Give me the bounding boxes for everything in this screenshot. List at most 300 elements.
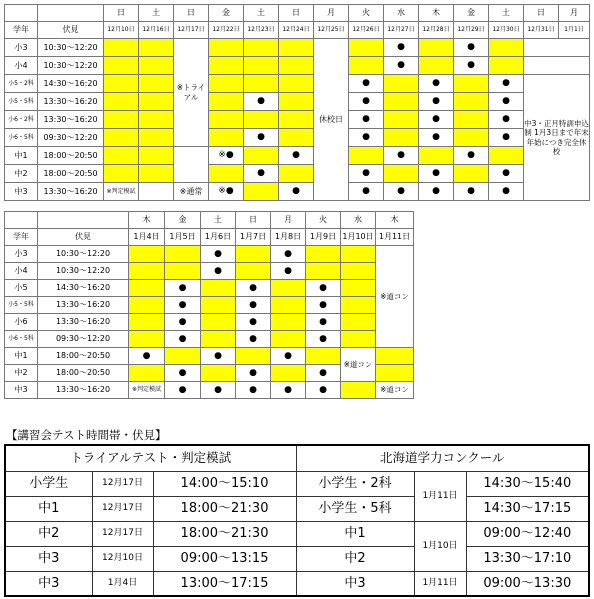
test-dot: ● bbox=[384, 57, 419, 75]
date-header: 12月25日 bbox=[314, 22, 349, 39]
winter-schedule-table-december bbox=[4, 4, 590, 201]
blank-cell bbox=[38, 5, 104, 22]
table-row bbox=[5, 183, 590, 201]
time-cell: 09:00～12:40 bbox=[466, 521, 589, 546]
date-header: 12月10日 bbox=[104, 22, 139, 39]
weekday: 日 bbox=[104, 5, 139, 22]
class-day-cell bbox=[129, 365, 165, 382]
trial-test-header: トライアルテスト・判定模試 bbox=[5, 445, 296, 471]
time-cell: 09:00～13:30 bbox=[466, 571, 589, 596]
date-header: 1月6日 bbox=[201, 229, 236, 246]
class-day-cell bbox=[129, 280, 165, 297]
class-day-cell bbox=[201, 365, 236, 382]
time-cell: 13:30～16:20 bbox=[38, 382, 129, 399]
class-day-cell bbox=[376, 365, 414, 382]
test-dot: ● bbox=[244, 165, 279, 183]
class-day-cell bbox=[244, 39, 279, 57]
table-row bbox=[5, 571, 589, 596]
time-cell: 09:30～12:20 bbox=[38, 331, 129, 348]
date-header: 1月7日 bbox=[236, 229, 271, 246]
test-dot: ● bbox=[349, 183, 384, 201]
class-day-cell bbox=[341, 297, 376, 314]
grade-cell: 中2 bbox=[296, 546, 414, 571]
grade-cell: 小6・5科 bbox=[5, 129, 38, 147]
test-dot: ● bbox=[165, 382, 201, 399]
test-dot: ● bbox=[271, 263, 306, 280]
weekday: 金 bbox=[454, 5, 489, 22]
test-dot: ● bbox=[349, 93, 384, 111]
class-day-cell bbox=[139, 129, 174, 147]
class-day-cell bbox=[209, 165, 244, 183]
time-cell: 18:00～20:50 bbox=[38, 365, 129, 382]
class-day-cell bbox=[104, 147, 139, 165]
class-day-cell bbox=[201, 331, 236, 348]
test-dot: ● bbox=[236, 280, 271, 297]
weekday-row bbox=[5, 212, 414, 229]
class-day-cell bbox=[129, 331, 165, 348]
class-day-cell bbox=[104, 165, 139, 183]
class-day-cell bbox=[306, 263, 341, 280]
test-dot: ● bbox=[306, 331, 341, 348]
class-day-cell bbox=[341, 263, 376, 280]
class-day-cell bbox=[271, 297, 306, 314]
grade-cell: 中2 bbox=[5, 521, 92, 546]
class-day-cell bbox=[279, 93, 314, 111]
table-row bbox=[5, 382, 414, 399]
class-day-cell bbox=[104, 57, 139, 75]
test-dot: ● bbox=[236, 331, 271, 348]
time-cell: 14:30～16:20 bbox=[38, 75, 104, 93]
test-dot: ● bbox=[244, 129, 279, 147]
weekday: 木 bbox=[129, 212, 165, 229]
grade-cell: 中3 bbox=[5, 183, 38, 201]
date-cell: 1月4日 bbox=[92, 571, 153, 596]
test-dot: ● bbox=[384, 147, 419, 165]
grade-cell: 小3 bbox=[5, 39, 38, 57]
time-cell: 14:30～17:15 bbox=[466, 496, 589, 521]
test-dot: ● bbox=[489, 183, 524, 201]
test-dot: ● bbox=[201, 263, 236, 280]
class-day-cell bbox=[129, 246, 165, 263]
table-row bbox=[5, 57, 590, 75]
grade-cell: 中1 bbox=[5, 348, 38, 365]
time-cell: 10:30～12:20 bbox=[38, 263, 129, 280]
test-dot: ● bbox=[129, 348, 165, 365]
date-cell: 1月10日 bbox=[414, 521, 466, 571]
class-day-cell bbox=[139, 93, 174, 111]
docon-note-cell: ※道コン bbox=[376, 246, 414, 348]
class-day-cell bbox=[349, 147, 384, 165]
test-dot: ※● bbox=[209, 147, 244, 165]
date-cell: 12月17日 bbox=[92, 471, 153, 496]
class-day-cell bbox=[384, 93, 419, 111]
class-day-cell bbox=[279, 39, 314, 57]
test-dot: ※● bbox=[209, 183, 244, 201]
grade-cell: 小5・5科 bbox=[5, 93, 38, 111]
grade-cell: 小5 bbox=[5, 280, 38, 297]
weekday-row bbox=[5, 5, 590, 22]
weekday: 木 bbox=[376, 212, 414, 229]
weekday: 水 bbox=[384, 5, 419, 22]
hantei-note-cell: ※判定模試 bbox=[129, 382, 165, 399]
grade-cell: 中1 bbox=[296, 521, 414, 546]
test-dot: ● bbox=[454, 39, 489, 57]
blank-cell bbox=[174, 147, 209, 183]
class-day-cell bbox=[489, 147, 524, 165]
grade-cell: 小4 bbox=[5, 57, 38, 75]
class-day-cell bbox=[129, 263, 165, 280]
date-header: 12月16日 bbox=[139, 22, 174, 39]
docon-note-cell: ※道コン bbox=[376, 382, 414, 399]
weekday: 月 bbox=[271, 212, 306, 229]
table-row bbox=[5, 111, 590, 129]
header-grade: 学年 bbox=[5, 22, 38, 39]
weekday: 金 bbox=[165, 212, 201, 229]
class-day-cell bbox=[454, 75, 489, 93]
class-day-cell bbox=[454, 129, 489, 147]
blank-cell bbox=[524, 39, 590, 57]
class-day-cell bbox=[201, 314, 236, 331]
header-grade: 学年 bbox=[5, 229, 38, 246]
test-dot: ● bbox=[165, 280, 201, 297]
grade-cell: 中3 bbox=[5, 546, 92, 571]
test-dot: ● bbox=[236, 297, 271, 314]
class-day-cell bbox=[306, 348, 341, 365]
class-day-cell bbox=[489, 39, 524, 57]
test-time-table bbox=[4, 444, 590, 597]
time-cell: 18:00～20:50 bbox=[38, 165, 104, 183]
grade-cell: 小5・2科 bbox=[5, 75, 38, 93]
table-row bbox=[5, 496, 589, 521]
time-cell: 10:30～12:20 bbox=[38, 57, 104, 75]
class-day-cell bbox=[376, 348, 414, 365]
grade-cell: 小3 bbox=[5, 246, 38, 263]
class-day-cell bbox=[104, 129, 139, 147]
blank-cell bbox=[5, 5, 38, 22]
class-day-cell bbox=[244, 75, 279, 93]
grade-cell: 小学生・5科 bbox=[296, 496, 414, 521]
class-day-cell bbox=[349, 39, 384, 57]
date-header: 12月22日 bbox=[209, 22, 244, 39]
class-day-cell bbox=[139, 39, 174, 57]
class-day-cell bbox=[279, 75, 314, 93]
class-day-cell bbox=[139, 147, 174, 165]
date-header: 12月28日 bbox=[419, 22, 454, 39]
class-day-cell bbox=[341, 382, 376, 399]
test-dot: ● bbox=[349, 129, 384, 147]
test-dot: ● bbox=[419, 165, 454, 183]
test-dot: ● bbox=[165, 365, 201, 382]
time-cell: 18:00～20:50 bbox=[38, 348, 129, 365]
test-dot: ● bbox=[236, 365, 271, 382]
test-dot: ● bbox=[271, 382, 306, 399]
class-day-cell bbox=[244, 111, 279, 129]
class-day-cell bbox=[139, 111, 174, 129]
date-cell: 12月17日 bbox=[92, 521, 153, 546]
test-dot: ● bbox=[419, 129, 454, 147]
date-header: 12月27日 bbox=[384, 22, 419, 39]
winter-schedule-table-january bbox=[4, 211, 414, 399]
weekday: 日 bbox=[236, 212, 271, 229]
grade-cell: 小5・5科 bbox=[5, 297, 38, 314]
class-day-cell bbox=[271, 331, 306, 348]
time-cell: 18:00～21:30 bbox=[153, 521, 296, 546]
table-row bbox=[5, 331, 414, 348]
test-dot: ● bbox=[271, 348, 306, 365]
weekday: 日 bbox=[524, 5, 559, 22]
closed-day-cell: 休校日 bbox=[314, 39, 349, 201]
time-cell: 10:30～12:20 bbox=[38, 246, 129, 263]
class-day-cell bbox=[104, 75, 139, 93]
time-cell: 13:30～16:20 bbox=[38, 314, 129, 331]
test-dot: ● bbox=[236, 382, 271, 399]
class-day-cell bbox=[209, 75, 244, 93]
date-header: 1月11日 bbox=[376, 229, 414, 246]
date-header: 1月8日 bbox=[271, 229, 306, 246]
class-day-cell bbox=[341, 280, 376, 297]
test-dot: ● bbox=[419, 93, 454, 111]
table-row bbox=[5, 263, 414, 280]
test-dot: ● bbox=[489, 75, 524, 93]
table-row bbox=[5, 521, 589, 546]
date-header: 12月31日 bbox=[524, 22, 559, 39]
test-dot: ● bbox=[201, 348, 236, 365]
date-header: 1月4日 bbox=[129, 229, 165, 246]
test-dot: ● bbox=[489, 93, 524, 111]
test-dot: ● bbox=[201, 382, 236, 399]
test-dot: ● bbox=[201, 246, 236, 263]
time-cell: 18:00～21:30 bbox=[153, 496, 296, 521]
class-day-cell bbox=[104, 93, 139, 111]
weekday: 土 bbox=[139, 5, 174, 22]
class-day-cell bbox=[139, 57, 174, 75]
test-dot: ● bbox=[349, 75, 384, 93]
grade-cell: 小学生・2科 bbox=[296, 471, 414, 496]
time-cell: 14:30～15:40 bbox=[466, 471, 589, 496]
test-dot: ● bbox=[454, 147, 489, 165]
class-day-cell bbox=[454, 93, 489, 111]
grade-cell: 小6・2科 bbox=[5, 111, 38, 129]
class-day-cell bbox=[349, 57, 384, 75]
weekday: 土 bbox=[201, 212, 236, 229]
class-day-cell bbox=[209, 93, 244, 111]
table-row bbox=[5, 147, 590, 165]
class-day-cell bbox=[244, 147, 279, 165]
date-header: 12月24日 bbox=[279, 22, 314, 39]
class-day-cell bbox=[244, 57, 279, 75]
grade-cell: 中3 bbox=[5, 382, 38, 399]
time-cell: 13:30～16:20 bbox=[38, 111, 104, 129]
time-cell: 14:30～16:20 bbox=[38, 280, 129, 297]
test-dot: ● bbox=[454, 183, 489, 201]
test-dot: ● bbox=[306, 365, 341, 382]
test-dot: ● bbox=[165, 314, 201, 331]
hantei-note-cell: ※判定模試 bbox=[104, 183, 139, 201]
class-day-cell bbox=[236, 246, 271, 263]
time-cell: 09:00～13:15 bbox=[153, 546, 296, 571]
weekday: 火 bbox=[349, 5, 384, 22]
weekday: 日 bbox=[174, 5, 209, 22]
header-time: 伏見 bbox=[38, 229, 129, 246]
class-day-cell bbox=[341, 314, 376, 331]
date-header: 1月10日 bbox=[341, 229, 376, 246]
date-cell: 1月11日 bbox=[414, 571, 466, 596]
class-day-cell bbox=[139, 75, 174, 93]
test-dot: ● bbox=[306, 280, 341, 297]
time-cell: 18:00～20:50 bbox=[38, 147, 104, 165]
weekday: 火 bbox=[306, 212, 341, 229]
class-day-cell bbox=[236, 348, 271, 365]
table-row bbox=[5, 314, 414, 331]
class-day-cell bbox=[165, 246, 201, 263]
class-day-cell bbox=[209, 111, 244, 129]
class-day-cell bbox=[104, 39, 139, 57]
class-day-cell bbox=[129, 297, 165, 314]
time-cell: 09:30～12:20 bbox=[38, 129, 104, 147]
grade-cell: 小6 bbox=[5, 314, 38, 331]
class-day-cell bbox=[419, 147, 454, 165]
class-day-cell bbox=[279, 165, 314, 183]
class-day-cell bbox=[279, 111, 314, 129]
test-dot: ● bbox=[165, 297, 201, 314]
class-day-cell bbox=[139, 165, 174, 183]
class-day-cell bbox=[271, 314, 306, 331]
class-day-cell bbox=[129, 314, 165, 331]
class-day-cell bbox=[384, 129, 419, 147]
test-dot: ● bbox=[384, 39, 419, 57]
class-day-cell bbox=[209, 57, 244, 75]
date-header: 12月17日 bbox=[174, 22, 209, 39]
class-day-cell bbox=[201, 280, 236, 297]
grade-cell: 中2 bbox=[5, 165, 38, 183]
class-day-cell bbox=[306, 246, 341, 263]
grade-cell: 小4 bbox=[5, 263, 38, 280]
table-row bbox=[5, 280, 414, 297]
class-day-cell bbox=[384, 165, 419, 183]
class-day-cell bbox=[244, 183, 279, 201]
date-header: 12月23日 bbox=[244, 22, 279, 39]
weekday: 金 bbox=[209, 5, 244, 22]
class-day-cell bbox=[165, 263, 201, 280]
test-dot: ● bbox=[165, 331, 201, 348]
test-dot: ● bbox=[306, 314, 341, 331]
date-header: 12月26日 bbox=[349, 22, 384, 39]
test-dot: ● bbox=[419, 111, 454, 129]
grade-cell: 中3 bbox=[296, 571, 414, 596]
trial-note-cell: ※トライアル bbox=[174, 39, 209, 147]
weekday: 木 bbox=[419, 5, 454, 22]
weekday: 日 bbox=[279, 5, 314, 22]
date-header: 12月30日 bbox=[489, 22, 524, 39]
grade-cell: 中3 bbox=[5, 571, 92, 596]
date-cell: 12月17日 bbox=[92, 496, 153, 521]
test-dot: ● bbox=[489, 165, 524, 183]
time-cell: 10:30～12:20 bbox=[38, 39, 104, 57]
table-header-row bbox=[5, 445, 589, 471]
class-day-cell bbox=[104, 111, 139, 129]
table-row bbox=[5, 39, 590, 57]
time-cell: 13:30～16:20 bbox=[38, 297, 129, 314]
table-row bbox=[5, 471, 589, 496]
header-time: 伏見 bbox=[38, 22, 104, 39]
class-day-cell bbox=[341, 246, 376, 263]
class-day-cell bbox=[271, 365, 306, 382]
weekday: 水 bbox=[341, 212, 376, 229]
date-header: 1月5日 bbox=[165, 229, 201, 246]
blank-cell bbox=[5, 212, 38, 229]
class-day-cell bbox=[489, 57, 524, 75]
weekday: 月 bbox=[314, 5, 349, 22]
test-dot: ● bbox=[489, 111, 524, 129]
date-header: 1月1日 bbox=[559, 22, 590, 39]
time-cell: 13:00～17:15 bbox=[153, 571, 296, 596]
class-day-cell bbox=[279, 129, 314, 147]
test-dot: ● bbox=[236, 314, 271, 331]
class-day-cell bbox=[209, 39, 244, 57]
test-dot: ● bbox=[306, 297, 341, 314]
table-row bbox=[5, 546, 589, 571]
time-cell: 13:30～17:10 bbox=[466, 546, 589, 571]
date-cell: 12月10日 bbox=[92, 546, 153, 571]
time-cell: 13:30～16:20 bbox=[38, 93, 104, 111]
newyear-note-cell: 中3・正月特訓申込制 1月3日まで年末年始につき完全休校 bbox=[524, 75, 590, 201]
tsujo-note-cell: ※通常 bbox=[174, 183, 209, 201]
class-day-cell bbox=[341, 331, 376, 348]
blank-cell bbox=[139, 183, 174, 201]
test-dot: ● bbox=[419, 75, 454, 93]
date-header: 1月9日 bbox=[306, 229, 341, 246]
class-day-cell bbox=[454, 165, 489, 183]
test-schedule-title: 【講習会テスト時間帯・伏見】 bbox=[6, 428, 167, 442]
test-dot: ● bbox=[244, 93, 279, 111]
blank-cell bbox=[524, 57, 590, 75]
date-header: 12月29日 bbox=[454, 22, 489, 39]
table-row bbox=[5, 297, 414, 314]
class-day-cell bbox=[279, 57, 314, 75]
test-dot: ● bbox=[349, 165, 384, 183]
class-day-cell bbox=[384, 111, 419, 129]
test-dot: ● bbox=[279, 183, 314, 201]
test-dot: ● bbox=[349, 111, 384, 129]
class-day-cell bbox=[271, 280, 306, 297]
grade-cell: 中2 bbox=[5, 365, 38, 382]
docon-header: 北海道学力コンクール bbox=[296, 445, 589, 471]
test-dot: ● bbox=[279, 147, 314, 165]
table-row bbox=[5, 165, 590, 183]
grade-cell: 中1 bbox=[5, 147, 38, 165]
class-day-cell bbox=[419, 57, 454, 75]
weekday: 土 bbox=[489, 5, 524, 22]
table-row bbox=[5, 246, 414, 263]
table-row bbox=[5, 75, 590, 93]
test-dot: ● bbox=[306, 382, 341, 399]
grade-cell: 小学生 bbox=[5, 471, 92, 496]
class-day-cell bbox=[419, 39, 454, 57]
test-dot: ● bbox=[271, 246, 306, 263]
grade-cell: 小6・5科 bbox=[5, 331, 38, 348]
test-dot: ● bbox=[384, 183, 419, 201]
table-row bbox=[5, 93, 590, 111]
table-row bbox=[5, 129, 590, 147]
class-day-cell bbox=[236, 263, 271, 280]
class-day-cell bbox=[165, 348, 201, 365]
test-dot: ● bbox=[454, 57, 489, 75]
blank-cell bbox=[38, 212, 129, 229]
weekday: 月 bbox=[559, 5, 590, 22]
class-day-cell bbox=[454, 111, 489, 129]
table-row bbox=[5, 348, 414, 365]
grade-cell: 中1 bbox=[5, 496, 92, 521]
